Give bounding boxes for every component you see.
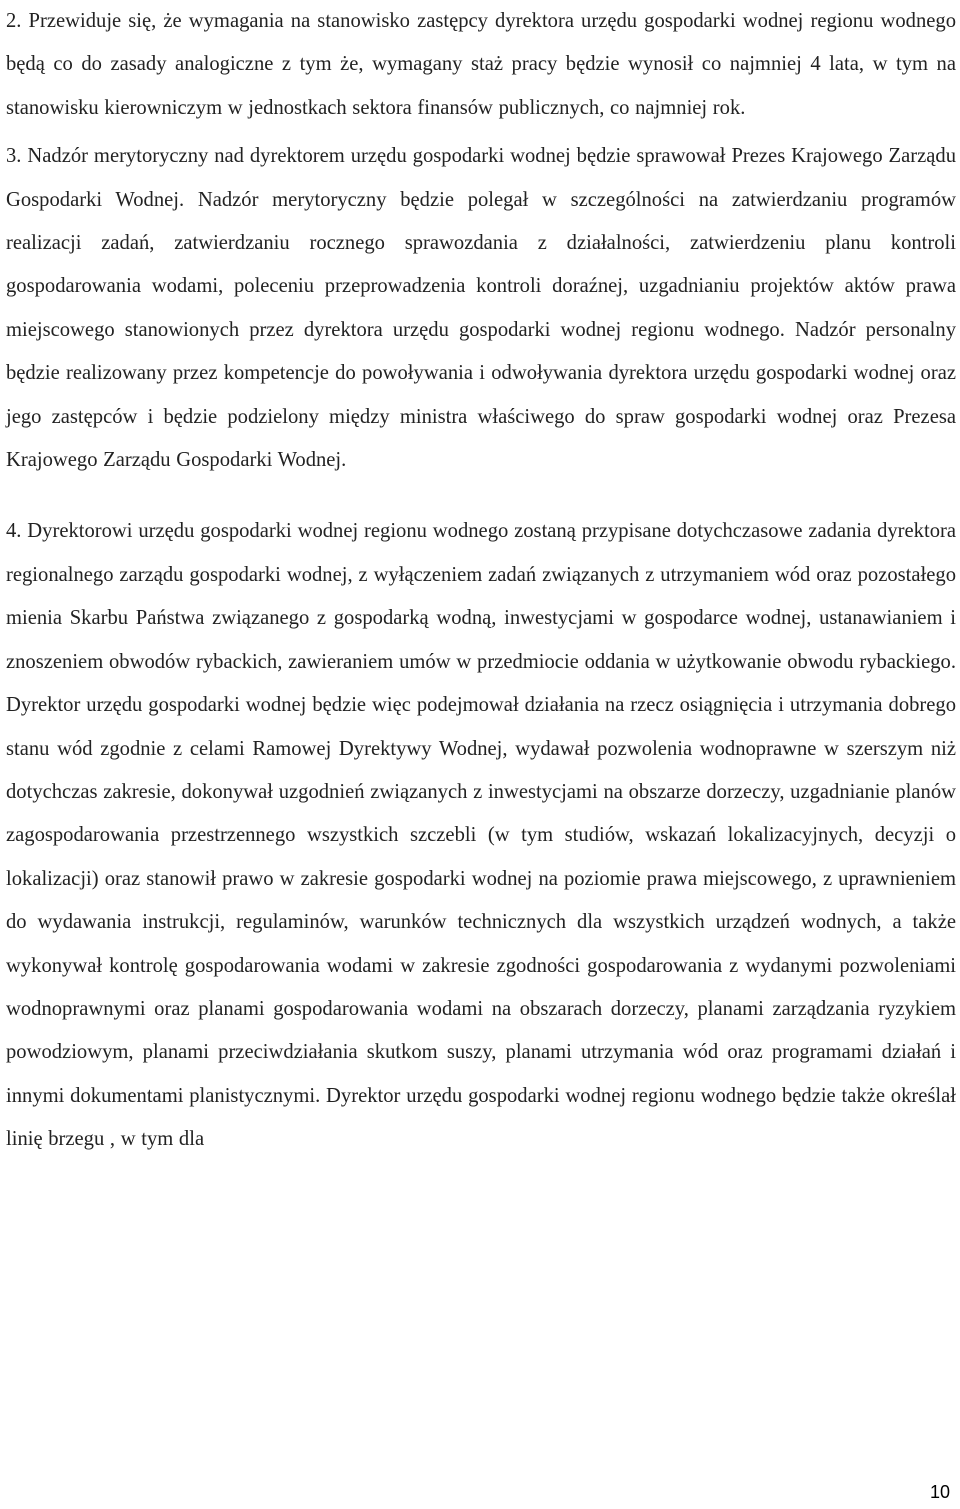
paragraph-number: 3.	[6, 145, 22, 168]
paragraph-text: Przewiduje się, że wymagania na stanowisko zastępcy dyrektora urzędu gospodarki wodnej regionu wodnego będą co do zasady analogiczne z tym że, wymagany staż pracy będzie wynosił co najmniej 4 lata, w tym na stanowisku kierowniczym w jednostkach sektora finansów publicznych, co najmniej rok.	[6, 10, 956, 119]
paragraph-number: 2.	[6, 10, 22, 32]
paragraph-number: 4.	[6, 520, 22, 543]
paragraph-text: Dyrektorowi urzędu gospodarki wodnej regionu wodnego zostaną przypisane dotychczasowe zadania dyrektora regionalnego zarządu gospodarki wodnej, z wyłączeniem zadań związanych z utrzymaniem wód oraz pozostałego mienia Skarbu Państwa związanego z gospodarką wodną, inwestycjami w gospodarce wodnej, ustanawianiem i znoszeniem obwodów rybackich, zawieraniem umów w przedmiocie oddania w użytkowanie obwodu rybackiego. Dyrektor urzędu gospodarki wodnej będzie więc podejmował działania na rzecz osiągnięcia i utrzymania dobrego stanu wód zgodnie z celami Ramowej Dyrektywy Wodnej, wydawał pozwolenia wodnoprawne w szerszym niż dotychczas zakresie, dokonywał uzgodnień związanych z inwestycjami na obszarze dorzeczy, uzgadnianie planów zagospodarowania przestrzennego wszystkich szczebli (w tym studiów, wskazań lokalizacyjnych, decyzji o lokalizacji) oraz stanowił prawo w zakresie gospodarki wodnej na poziomie prawa miejscowego, z uprawnieniem do wydawania instrukcji, regulaminów, warunków technicznych dla wszystkich urządzeń wodnych, a także wykonywał kontrolę gospodarowania wodami w zakresie zgodności gospodarowania z wydanymi pozwoleniami wodnoprawnymi oraz planami gospodarowania wodami na obszarach dorzeczy, planami zarządzania ryzykiem powodziowym, planami przeciwdziałania skutkom suszy, planami utrzymania wód oraz programami działań i innymi dokumentami planistycznymi. Dyrektor urzędu gospodarki wodnej regionu wodnego będzie także określał linię brzegu , w tym dla	[6, 520, 956, 1151]
paragraph-text: Nadzór merytoryczny nad dyrektorem urzędu gospodarki wodnej będzie sprawował Prezes Krajowego Zarządu Gospodarki Wodnej. Nadzór merytoryczny będzie polegał w szczególności na zatwierdzaniu programów realizacji zadań, zatwierdzaniu rocznego sprawozdania z działalności, zatwierdzeniu planu kontroli gospodarowania wodami, poleceniu przeprowadzenia kontroli doraźnej, uzgadnianiu projektów aktów prawa miejscowego stanowionych przez dyrektora urzędu gospodarki wodnej regionu wodnego. Nadzór personalny będzie realizowany przez kompetencje do powoływania i odwoływania dyrektora urzędu gospodarki wodnej oraz jego zastępców i będzie podzielony między ministra właściwego do spraw gospodarki wodnej oraz Prezesa Krajowego Zarządu Gospodarki Wodnej.	[6, 145, 956, 472]
paragraph-2	[6, 0, 956, 130]
paragraph-3	[6, 135, 956, 482]
document-page	[6, 0, 956, 1162]
page-number: 10	[929, 1482, 950, 1502]
paragraph-4	[6, 510, 956, 1161]
